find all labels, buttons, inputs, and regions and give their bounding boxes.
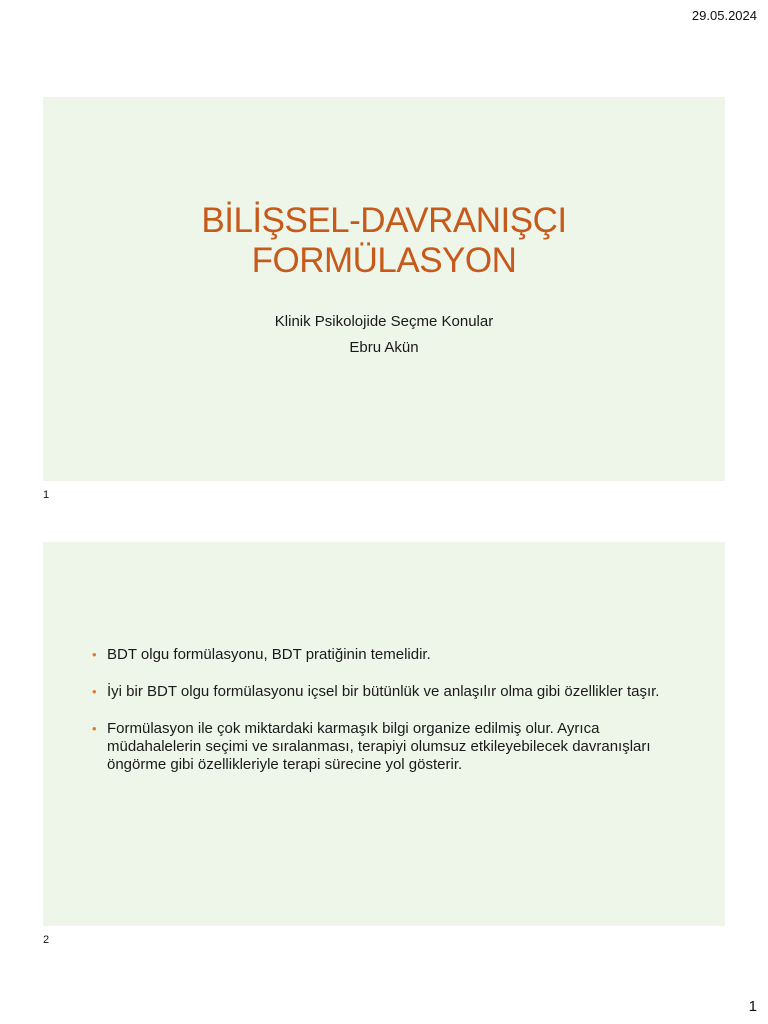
- bullet-text: İyi bir BDT olgu formülasyonu içsel bir bütünlük ve anlaşılır olma gibi özellikler taşır.: [107, 683, 660, 700]
- title-line-2: FORMÜLASYON: [251, 241, 517, 280]
- bullet-icon: •: [92, 647, 97, 662]
- slide-number-1: 1: [43, 489, 50, 501]
- page-number: 1: [748, 998, 757, 1015]
- list-item: [92, 720, 672, 774]
- list-item: [92, 683, 672, 701]
- slide-2: [43, 542, 725, 926]
- list-item: [92, 646, 672, 664]
- print-date: 29.05.2024: [691, 8, 757, 23]
- title-line-1: BİLİŞSEL-DAVRANIŞÇI: [201, 201, 567, 240]
- subtitle-course: Klinik Psikolojide Seçme Konular: [274, 313, 494, 330]
- bullet-text: BDT olgu formülasyonu, BDT pratiğinin temelidir.: [107, 646, 431, 663]
- slide-number-2: 2: [43, 934, 50, 946]
- subtitle-author: Ebru Akün: [349, 339, 419, 356]
- bullet-icon: •: [92, 684, 97, 699]
- bullet-icon: •: [92, 721, 97, 736]
- slide-title: [43, 201, 725, 281]
- slide-subtitle: [43, 309, 725, 361]
- bullet-list: [92, 646, 672, 793]
- slide-1: [43, 97, 725, 481]
- bullet-text: Formülasyon ile çok miktardaki karmaşık bilgi organize edilmiş olur. Ayrıca müdahalelerin seçimi ve sıralanması, terapiyi olumsuz etkileyebilecek davranışları öngörme gibi özellikleriyle terapi sürecine yol gösterir.: [107, 720, 651, 773]
